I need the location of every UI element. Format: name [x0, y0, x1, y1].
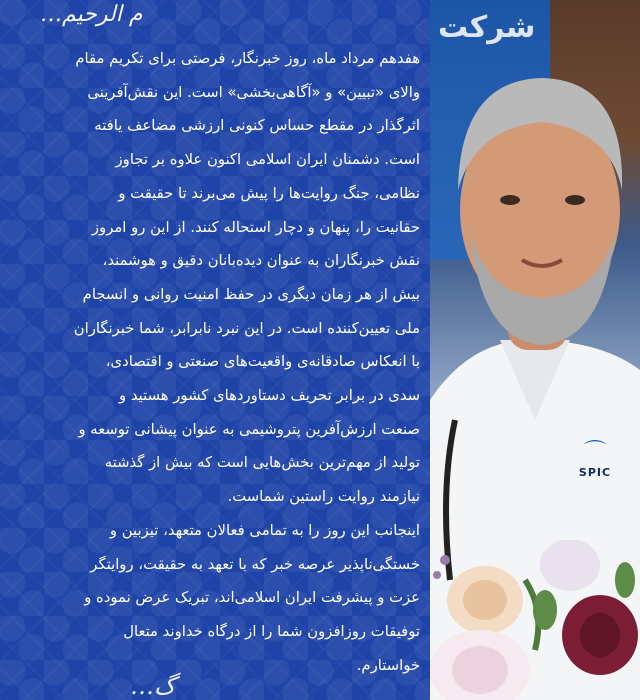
- message-line: تولید از مهم‌ترین بخش‌هایی است که بیش از گذشته: [104, 454, 420, 472]
- message-line: عزت و پیشرفت ایران اسلامی‌اند، تبریک عرض نموده و: [84, 589, 420, 607]
- message-line: سدی در برابر تحریف دستاوردهای کشور هستید و: [119, 387, 420, 405]
- signature-bottom: …گ: [130, 672, 176, 700]
- message-line: خستگی‌ناپذیر عرصه خبر که با تعهد به حقیقت، روایتگر: [90, 555, 420, 573]
- message-line: صنعت ارزش‌آفرین پتروشیمی به عنوان پیشانی توسعه و: [78, 420, 420, 438]
- message-line: نظامی، جنگ روایت‌ها را پیش می‌برند تا حقیقت و: [118, 184, 420, 202]
- message-line: با انعکاس صادقانه‌ی واقعیت‌های صنعتی و اقتصادی،: [105, 353, 420, 371]
- message-line: است. دشمنان ایران اسلامی اکنون علاوه بر تجاوز: [115, 151, 420, 169]
- spic-logo: [570, 440, 620, 488]
- message-line: نیازمند روایت راستین شماست.: [227, 488, 420, 506]
- message-line: هفدهم مرداد ماه، روز خبرنگار، فرصتی برای تکریم مقام: [75, 50, 420, 67]
- message-text: [15, 42, 420, 682]
- flower-bouquet: [425, 540, 640, 700]
- message-line: ملی تعیین‌کننده است. در این نبرد نابرابر، شما خبرنگاران: [73, 319, 420, 337]
- message-line: والای «تبیین» و «آگاهی‌بخشی» است. این نقش‌آفرینی: [87, 83, 420, 101]
- message-line: خواستارم.: [356, 656, 420, 674]
- spic-logo-mark: ⌒: [583, 440, 606, 465]
- spic-logo-text: SPIC: [578, 466, 612, 479]
- message-line: توفیقات روزافزون شما را از درگاه خداوند متعال: [123, 622, 420, 640]
- message-line: حقانیت را، پنهان و دچار استحاله کنند. از این رو امروز: [91, 218, 420, 236]
- signature-top: …م الرحيم: [40, 2, 143, 27]
- banner-text: شرکت: [438, 10, 536, 45]
- message-line: اینجانب این روز را به تمامی فعالان متعهد، تیزبین و: [109, 521, 420, 539]
- message-line: اثرگذار در مقطع حساس کنونی ارزشی مضاعف یافته: [94, 117, 420, 135]
- message-line: بیش از هر زمان دیگری در حفظ امنیت روانی و انسجام: [82, 285, 420, 303]
- message-line: نقش خبرنگاران به عنوان دیده‌بانان دقیق و هوشمند،: [102, 252, 420, 270]
